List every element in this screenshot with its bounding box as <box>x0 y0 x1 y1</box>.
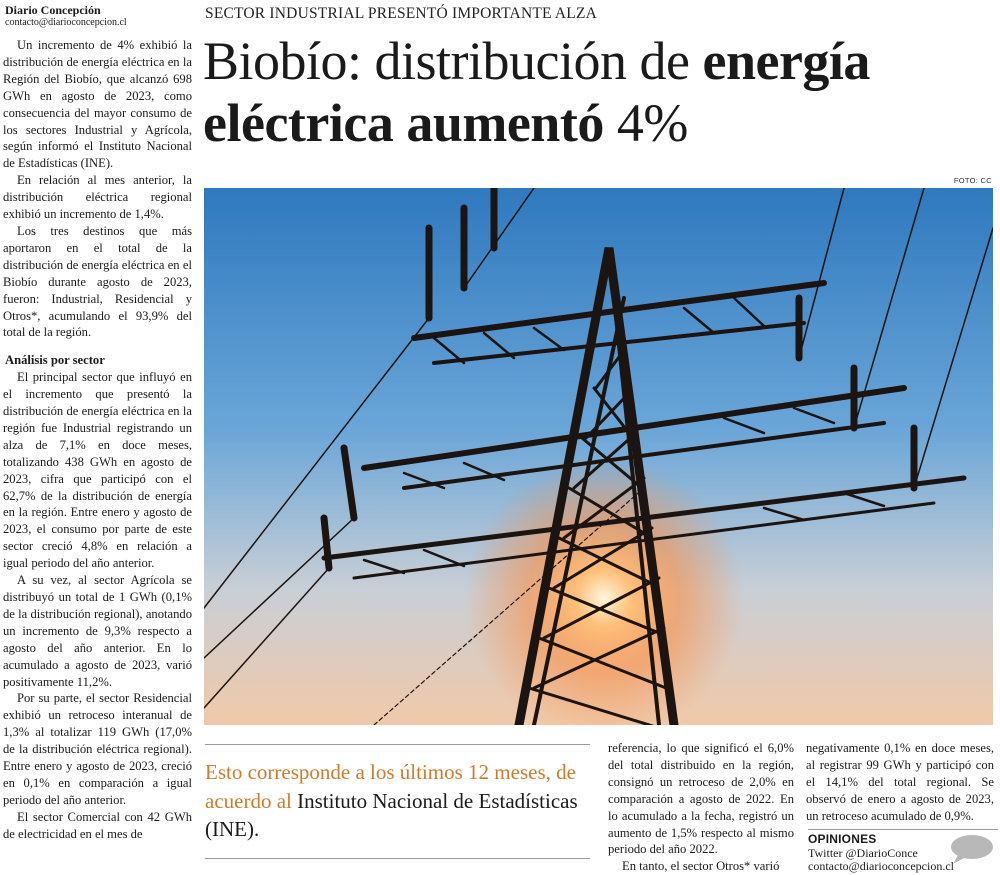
paragraph: El principal sector que influyó en el incremento que presentó la distribución de energía eléctrica en la región fue Industrial registrando un alza de 7,1% en doce meses, totalizando 438 GWh en agosto de 2023, cifra que participó con el 62,7% de la distribución de energía en la región. Entre enero y agosto de 2023, el consumo por parte de este sector creció 4,8% en relación a igual periodo del año anterior. <box>3 370 192 571</box>
paragraph: Por su parte, el sector Residencial exhibió un retroceso interanual de 1,3% al totalizar 119 GWh (17,0% de la distribución eléctrica regional). Entre enero y agosto de 2023, creció en 0,1% en comparación a igual periodo del año anterior. <box>3 691 192 807</box>
kicker: SECTOR INDUSTRIAL PRESENTÓ IMPORTANTE ALZA <box>205 5 598 22</box>
paragraph: Un incremento de 4% exhibió la distribución de energía eléctrica en la Región del Biobío, que alcanzó 698 GWh en agosto de 2023, como consecuencia del mayor consumo de los sectores Industrial y Agrícola, según informó el Instituto Nacional de Estadísticas (INE). <box>3 38 192 171</box>
article-column-1 <box>3 37 192 843</box>
headline <box>203 30 993 154</box>
paragraph: negativamente 0,1% en doce meses, al registrar 99 GWh y participó con el 14,1% del total regional. Se observó de enero a agosto de 2023, un retroceso acumulado de 0,9%. <box>806 741 994 823</box>
paragraph: El sector Comercial con 42 GWh de electricidad en el mes de <box>3 809 192 841</box>
paragraph: referencia, lo que significó el 6,0% del total distribuido en la región, consignó un retroceso de 2,0% en comparación a agosto de 2022. En lo acumulado a la fecha, registró un aumento de 1,5% respecto al mismo periodo del año 2022. <box>608 741 794 857</box>
pull-quote-highlight: Esto corresponde a los últimos 12 meses, de acuerdo al <box>205 760 576 813</box>
pull-quote-text: Instituto Nacional de Estadísticas (INE). <box>205 788 578 841</box>
pull-quote <box>205 744 590 859</box>
transmission-tower-illustration <box>204 188 993 725</box>
photo-credit: FOTO: CC <box>953 176 992 185</box>
article-column-3 <box>608 740 794 875</box>
headline-part: Biobío: distribución de <box>203 31 690 91</box>
section-subhead: Análisis por sector <box>5 353 105 368</box>
article-column-4 <box>806 740 994 825</box>
masthead <box>5 4 195 28</box>
speech-bubble-icon <box>948 833 994 865</box>
paragraph: En tanto, el sector Otros* varió <box>622 859 780 874</box>
transmission-tower-photo <box>204 188 993 725</box>
masthead-name: Diario Concepción <box>5 3 101 17</box>
headline-part: energía <box>702 31 870 91</box>
opinions-title: OPINIONES <box>808 832 877 846</box>
paragraph: Los tres destinos que más aportaron en el total de la distribución de energía eléctrica en el Biobío durante agosto de 2023, fueron: Industrial, Residencial y Otros*, acumulando el 93,9% del total de la región. <box>3 223 192 340</box>
paragraph: En relación al mes anterior, la distribución eléctrica regional exhibió un incremento de 1,4%. <box>3 173 192 222</box>
headline-part: eléctrica aumentó <box>203 93 604 153</box>
opinions-email: contacto@diarioconcepcion.cl <box>808 859 954 873</box>
opinions-twitter: Twitter @DiarioConce <box>808 845 918 860</box>
headline-part: 4% <box>616 93 688 153</box>
paragraph: A su vez, al sector Agrícola se distribuyó un total de 1 GWh (0,1% de la distribución regional), anotando un incremento de 9,3% respecto a agosto del año anterior. En lo acumulado a agosto de 2023, varió positivamente 11,2%. <box>3 573 192 689</box>
masthead-email: contacto@diarioconcepcion.cl <box>5 17 127 28</box>
